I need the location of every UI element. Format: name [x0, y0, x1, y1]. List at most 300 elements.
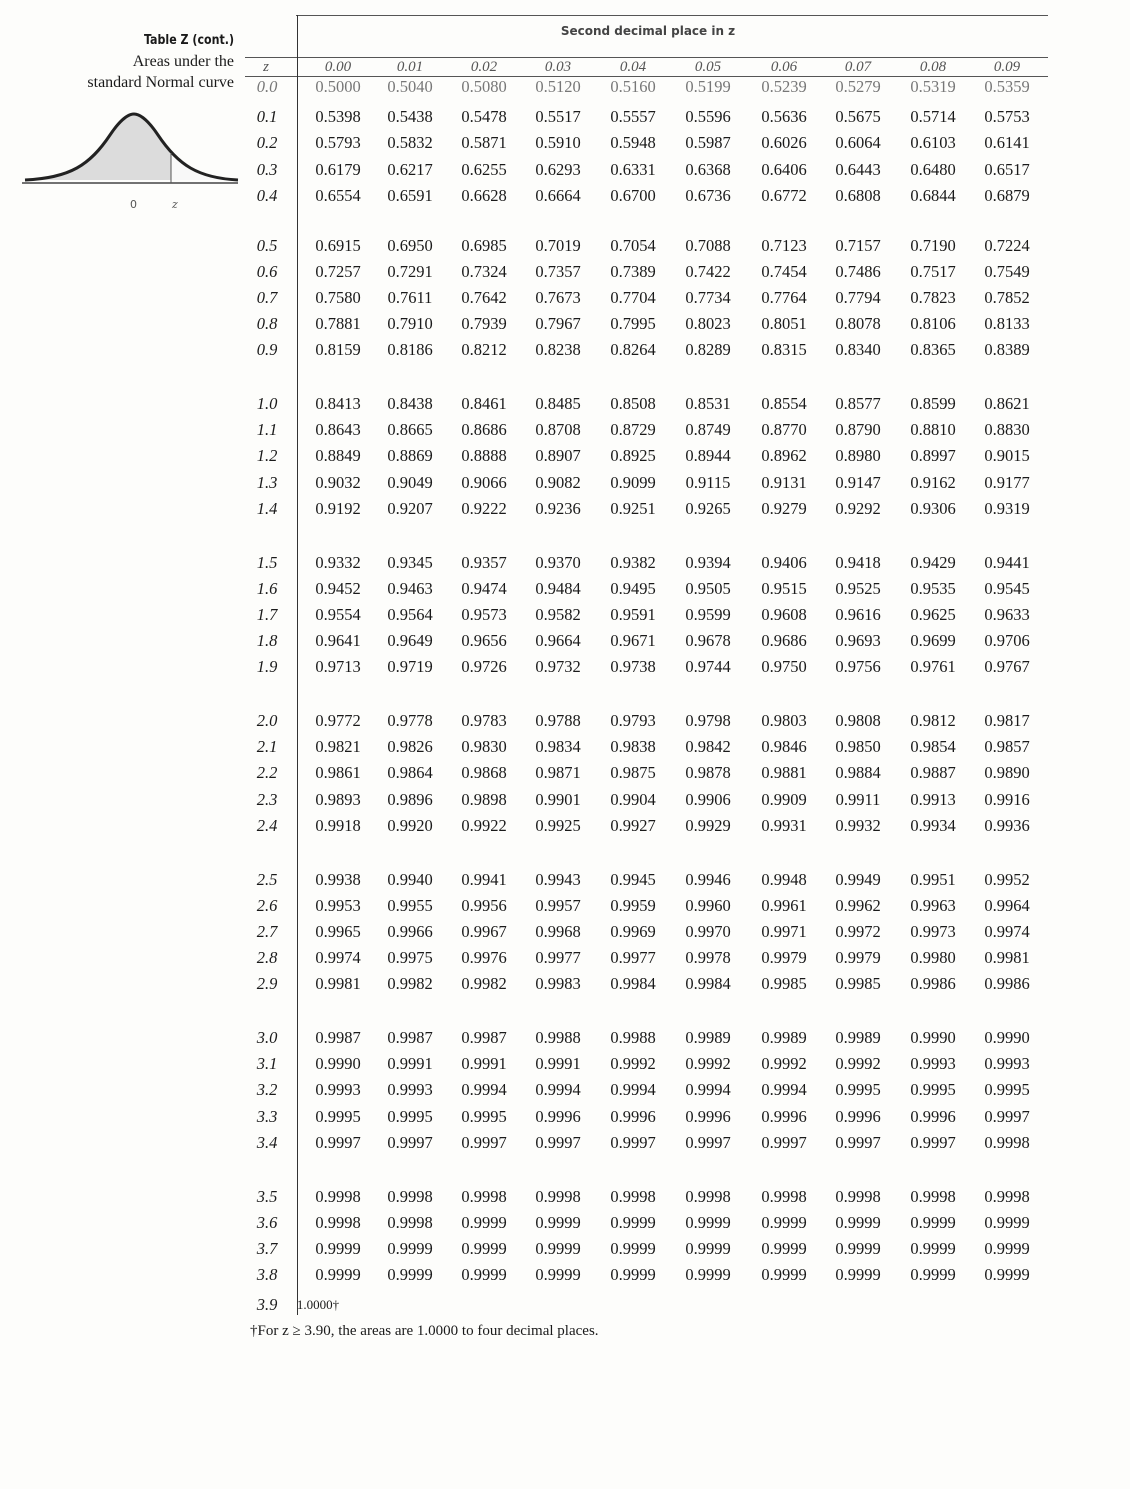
table-cell: 0.9999 — [685, 1238, 731, 1258]
z-row-label: 2.0 — [256, 711, 278, 730]
table-cell: 0.9999 — [535, 1238, 581, 1258]
table-cell: 0.6517 — [984, 159, 1030, 179]
table-cell: 0.9977 — [610, 948, 656, 968]
table-cell: 0.9990 — [984, 1028, 1030, 1047]
table-cell: 0.9846 — [761, 737, 807, 757]
table-cell: 0.9997 — [984, 1106, 1030, 1126]
table-cell: 0.8729 — [610, 420, 656, 440]
table-cell: 0.6293 — [535, 159, 581, 179]
table-cell: 0.6808 — [835, 185, 881, 205]
table-cell: 0.9418 — [835, 552, 881, 572]
table-cell: 0.9940 — [387, 869, 433, 889]
table-cell: 0.9943 — [535, 869, 581, 889]
table-cell: 0.5832 — [387, 133, 433, 153]
table-cell: 0.9573 — [461, 604, 507, 624]
table-cell: 0.8051 — [761, 314, 807, 334]
table-cell: 0.8997 — [910, 446, 956, 466]
table-cell: 0.8413 — [315, 394, 361, 413]
table-cell: 0.7224 — [984, 235, 1030, 255]
table-cell: 0.9961 — [761, 895, 807, 915]
table-cell: 0.9515 — [761, 578, 807, 598]
table-cell: 0.9934 — [910, 815, 956, 835]
table-cell: 0.9984 — [610, 974, 656, 994]
table-cell: 0.9994 — [535, 1080, 581, 1100]
table-cell: 0.9732 — [535, 657, 581, 677]
table-cell: 0.9991 — [535, 1054, 581, 1074]
column-header: 0.02 — [470, 59, 498, 75]
table-cell: 0.9999 — [610, 1238, 656, 1258]
table-cell: 0.7967 — [535, 314, 581, 334]
table-cell: 0.9756 — [835, 657, 881, 677]
z-row-label: 0.4 — [256, 185, 278, 205]
table-cell: 0.9999 — [685, 1212, 731, 1232]
normal-curve-figure — [0, 95, 240, 215]
table-cell: 1.0000† — [296, 1297, 340, 1312]
z-row-label: 0.1 — [256, 107, 278, 127]
table-cell: 0.9960 — [685, 895, 731, 915]
table-cell: 0.9452 — [315, 578, 361, 598]
table-cell: 0.9967 — [461, 921, 507, 941]
table-cell: 0.9998 — [984, 1132, 1030, 1152]
z-row-label: 2.3 — [256, 789, 278, 809]
caption-line-2: standard Normal curve — [87, 74, 234, 91]
table-cell: 0.9999 — [984, 1265, 1030, 1285]
z-row-label: 2.9 — [256, 974, 278, 994]
table-cell: 0.9999 — [461, 1265, 507, 1285]
table-cell: 0.6664 — [535, 185, 581, 205]
table-cell: 0.9049 — [387, 472, 433, 492]
table-cell: 0.9976 — [461, 948, 507, 968]
table-cell: 0.9948 — [761, 869, 807, 889]
table-cell: 0.9993 — [315, 1080, 361, 1100]
table-cell: 0.9974 — [984, 921, 1030, 941]
table-cell: 0.5478 — [461, 107, 507, 127]
z-row-label: 2.5 — [256, 869, 278, 889]
table-cell: 0.9887 — [910, 763, 956, 783]
table-cell: 0.8461 — [461, 394, 507, 413]
table-cell: 0.9441 — [984, 552, 1030, 572]
table-cell: 0.7764 — [761, 287, 807, 307]
table-cell: 0.9778 — [387, 711, 433, 730]
table-cell: 0.9625 — [910, 604, 956, 624]
table-cell: 0.9985 — [761, 974, 807, 994]
table-cell: 0.9649 — [387, 631, 433, 651]
table-cell: 0.8531 — [685, 394, 731, 413]
table-cell: 0.9938 — [315, 869, 361, 889]
table-cell: 0.5319 — [910, 77, 956, 96]
table-cell: 0.5359 — [984, 77, 1030, 96]
table-cell: 0.8365 — [910, 340, 956, 360]
table-cell: 0.9608 — [761, 604, 807, 624]
table-cell: 0.9996 — [610, 1106, 656, 1126]
table-cell: 0.7019 — [535, 235, 581, 255]
table-cell: 0.6950 — [387, 235, 433, 255]
table-cell: 0.9964 — [984, 895, 1030, 915]
table-cell: 0.8238 — [535, 340, 581, 360]
table-cell: 0.5517 — [535, 107, 581, 127]
table-cell: 0.9599 — [685, 604, 731, 624]
table-caption — [0, 30, 234, 93]
table-cell: 0.9788 — [535, 711, 581, 730]
z-row-label: 0.0 — [256, 77, 278, 96]
table-cell: 0.9999 — [984, 1212, 1030, 1232]
table-cell: 0.9996 — [535, 1106, 581, 1126]
column-header: 0.08 — [919, 59, 947, 75]
table-cell: 0.9147 — [835, 472, 881, 492]
table-cell: 0.9838 — [610, 737, 656, 757]
table-cell: 0.9995 — [835, 1080, 881, 1100]
table-cell: 0.9998 — [685, 1186, 731, 1206]
table-cell: 0.5160 — [610, 77, 656, 96]
table-cell: 0.9981 — [315, 974, 361, 994]
table-cell: 0.7324 — [461, 261, 507, 281]
table-cell: 0.9830 — [461, 737, 507, 757]
table-cell: 0.9591 — [610, 604, 656, 624]
table-cell: 0.9993 — [387, 1080, 433, 1100]
table-cell: 0.9996 — [910, 1106, 956, 1126]
table-cell: 0.9972 — [835, 921, 881, 941]
table-cell: 0.9798 — [685, 711, 731, 730]
table-cell: 0.8849 — [315, 446, 361, 466]
table-cell: 0.9995 — [315, 1106, 361, 1126]
table-cell: 0.9357 — [461, 552, 507, 572]
z-row-label: 1.7 — [256, 604, 278, 624]
z-row-label: 2.7 — [256, 921, 278, 941]
z-row-label: 0.2 — [256, 133, 278, 153]
table-cell: 0.9999 — [761, 1265, 807, 1285]
table-cell: 0.9996 — [761, 1106, 807, 1126]
table-cell: 0.8599 — [910, 394, 956, 413]
table-cell: 0.9382 — [610, 552, 656, 572]
table-cell: 0.6217 — [387, 159, 433, 179]
table-cell: 0.6406 — [761, 159, 807, 179]
table-cell: 0.7088 — [685, 235, 731, 255]
table-cell: 0.9977 — [535, 948, 581, 968]
table-cell: 0.9803 — [761, 711, 807, 730]
table-cell: 0.9554 — [315, 604, 361, 624]
table-cell: 0.9868 — [461, 763, 507, 783]
table-cell: 0.9998 — [461, 1186, 507, 1206]
table-cell: 0.9998 — [315, 1212, 361, 1232]
z-row-label: 2.2 — [256, 763, 278, 783]
z-row-label: 1.6 — [256, 578, 278, 598]
table-cell: 0.6368 — [685, 159, 731, 179]
column-header: 0.06 — [770, 59, 798, 75]
table-cell: 0.8289 — [685, 340, 731, 360]
table-cell: 0.8907 — [535, 446, 581, 466]
table-cell: 0.9484 — [535, 578, 581, 598]
table-cell: 0.9082 — [535, 472, 581, 492]
table-cell: 0.9750 — [761, 657, 807, 677]
table-cell: 0.6844 — [910, 185, 956, 205]
table-cell: 0.7611 — [387, 287, 433, 307]
table-cell: 0.9984 — [685, 974, 731, 994]
table-cell: 0.7823 — [910, 287, 956, 307]
table-cell: 0.9997 — [761, 1132, 807, 1152]
table-cell: 0.9997 — [685, 1132, 731, 1152]
table-cell: 0.8106 — [910, 314, 956, 334]
table-cell: 0.9922 — [461, 815, 507, 835]
table-cell: 0.9706 — [984, 631, 1030, 651]
table-cell: 0.9370 — [535, 552, 581, 572]
table-cell: 0.9236 — [535, 498, 581, 518]
column-header: 0.00 — [324, 59, 352, 75]
table-cell: 0.9997 — [387, 1132, 433, 1152]
table-cell: 0.9713 — [315, 657, 361, 677]
table-cell: 0.5675 — [835, 107, 881, 127]
table-cell: 0.9918 — [315, 815, 361, 835]
z-row-label: 3.4 — [256, 1132, 278, 1152]
table-cell: 0.6985 — [461, 235, 507, 255]
table-cell: 0.9997 — [910, 1132, 956, 1152]
table-cell: 0.9616 — [835, 604, 881, 624]
z-row-label: 2.1 — [256, 737, 278, 757]
table-cell: 0.7517 — [910, 261, 956, 281]
table-cell: 0.9131 — [761, 472, 807, 492]
table-cell: 0.9945 — [610, 869, 656, 889]
table-cell: 0.5199 — [685, 77, 731, 96]
table-cell: 0.9990 — [315, 1054, 361, 1074]
table-cell: 0.8212 — [461, 340, 507, 360]
header-top-rule — [245, 57, 1048, 58]
table-cell: 0.7881 — [315, 314, 361, 334]
table-cell: 0.9992 — [761, 1054, 807, 1074]
table-cell: 0.9726 — [461, 657, 507, 677]
table-cell: 0.9998 — [984, 1186, 1030, 1206]
z-row-label: 3.0 — [256, 1028, 278, 1047]
table-cell: 0.7704 — [610, 287, 656, 307]
table-cell: 0.9979 — [761, 948, 807, 968]
table-cell: 0.9998 — [535, 1186, 581, 1206]
table-cell: 0.7454 — [761, 261, 807, 281]
table-cell: 0.8133 — [984, 314, 1030, 334]
table-cell: 0.9099 — [610, 472, 656, 492]
table-cell: 0.9998 — [835, 1186, 881, 1206]
table-cell: 0.9066 — [461, 472, 507, 492]
table-cell: 0.8830 — [984, 420, 1030, 440]
z-row-label: 1.4 — [256, 498, 278, 518]
table-cell: 0.9265 — [685, 498, 731, 518]
table-cell: 0.9968 — [535, 921, 581, 941]
table-cell: 0.9999 — [610, 1265, 656, 1285]
table-cell: 0.9693 — [835, 631, 881, 651]
table-cell: 0.9991 — [461, 1054, 507, 1074]
table-cell: 0.5714 — [910, 107, 956, 127]
table-cell: 0.9970 — [685, 921, 731, 941]
table-cell: 0.9973 — [910, 921, 956, 941]
table-cell: 0.7123 — [761, 235, 807, 255]
z-row-label: 0.6 — [256, 261, 278, 281]
table-cell: 0.9999 — [984, 1238, 1030, 1258]
z-row-label: 1.9 — [256, 657, 278, 677]
table-cell: 0.8438 — [387, 394, 433, 413]
table-cell: 0.9664 — [535, 631, 581, 651]
table-cell: 0.5398 — [315, 107, 361, 127]
table-cell: 0.9222 — [461, 498, 507, 518]
table-cell: 0.6736 — [685, 185, 731, 205]
table-cell: 0.9992 — [685, 1054, 731, 1074]
table-cell: 0.7852 — [984, 287, 1030, 307]
table-cell: 0.9988 — [535, 1028, 581, 1047]
z-row-label: 1.5 — [256, 552, 278, 572]
table-cell: 0.9994 — [761, 1080, 807, 1100]
table-cell: 0.6700 — [610, 185, 656, 205]
table-cell: 0.9633 — [984, 604, 1030, 624]
table-cell: 0.9678 — [685, 631, 731, 651]
table-cell: 0.7257 — [315, 261, 361, 281]
table-cell: 0.7486 — [835, 261, 881, 281]
table-cell: 0.9207 — [387, 498, 433, 518]
table-cell: 0.9332 — [315, 552, 361, 572]
table-cell: 0.9979 — [835, 948, 881, 968]
table-cell: 0.8315 — [761, 340, 807, 360]
table-cell: 0.8686 — [461, 420, 507, 440]
table-cell: 0.9812 — [910, 711, 956, 730]
table-cell: 0.9744 — [685, 657, 731, 677]
table-cell: 0.7357 — [535, 261, 581, 281]
table-cell: 0.9032 — [315, 472, 361, 492]
table-cell: 0.9871 — [535, 763, 581, 783]
table-cell: 0.9564 — [387, 604, 433, 624]
table-cell: 0.9990 — [910, 1028, 956, 1047]
table-cell: 0.9986 — [984, 974, 1030, 994]
table-cell: 0.9808 — [835, 711, 881, 730]
table-cell: 0.9394 — [685, 552, 731, 572]
column-header: 0.07 — [844, 59, 872, 75]
table-cell: 0.9998 — [610, 1186, 656, 1206]
z-row-label: 1.0 — [256, 394, 278, 413]
table-cell: 0.9999 — [535, 1212, 581, 1232]
caption-line-1: Areas under the — [132, 53, 234, 70]
table-cell: 0.7157 — [835, 235, 881, 255]
table-cell: 0.9989 — [835, 1028, 881, 1047]
table-cell: 0.7580 — [315, 287, 361, 307]
table-cell: 0.9999 — [610, 1212, 656, 1232]
table-cell: 0.9985 — [835, 974, 881, 994]
table-cell: 0.9641 — [315, 631, 361, 651]
table-cell: 0.9925 — [535, 815, 581, 835]
table-cell: 0.7291 — [387, 261, 433, 281]
z-row-label: 3.2 — [256, 1080, 278, 1100]
table-cell: 0.9854 — [910, 737, 956, 757]
table-cell: 0.5793 — [315, 133, 361, 153]
column-spanner: Second decimal place in z — [560, 24, 736, 38]
table-cell: 0.5557 — [610, 107, 656, 127]
z-row-label: 1.3 — [256, 472, 278, 492]
table-cell: 0.9904 — [610, 789, 656, 809]
z-row-label: 3.6 — [256, 1212, 278, 1232]
table-cell: 0.9909 — [761, 789, 807, 809]
table-cell: 0.5279 — [835, 77, 881, 96]
table-cell: 0.9671 — [610, 631, 656, 651]
z-row-label: 3.5 — [256, 1186, 278, 1206]
table-cell: 0.9959 — [610, 895, 656, 915]
table-cell: 0.9767 — [984, 657, 1030, 677]
table-cell: 0.8264 — [610, 340, 656, 360]
table-cell: 0.8962 — [761, 446, 807, 466]
table-cell: 0.9953 — [315, 895, 361, 915]
table-cell: 0.8078 — [835, 314, 881, 334]
z-row-label: 3.3 — [256, 1106, 278, 1126]
table-cell: 0.9761 — [910, 657, 956, 677]
column-header: 0.04 — [619, 59, 647, 75]
table-cell: 0.8790 — [835, 420, 881, 440]
table-cell: 0.8186 — [387, 340, 433, 360]
table-cell: 0.9999 — [761, 1212, 807, 1232]
table-cell: 0.9997 — [610, 1132, 656, 1152]
table-cell: 0.8643 — [315, 420, 361, 440]
table-cell: 0.9987 — [315, 1028, 361, 1047]
table-cell: 0.9993 — [984, 1054, 1030, 1074]
table-title: Table Z (cont.) — [143, 33, 234, 48]
table-cell: 0.9966 — [387, 921, 433, 941]
table-cell: 0.7910 — [387, 314, 433, 334]
table-cell: 0.9162 — [910, 472, 956, 492]
table-cell: 0.8980 — [835, 446, 881, 466]
table-cell: 0.9884 — [835, 763, 881, 783]
table-cell: 0.9995 — [984, 1080, 1030, 1100]
table-cell: 0.9998 — [315, 1186, 361, 1206]
table-cell: 0.9993 — [910, 1054, 956, 1074]
table-cell: 0.9932 — [835, 815, 881, 835]
table-cell: 0.7734 — [685, 287, 731, 307]
z-row-label: 3.8 — [256, 1265, 278, 1285]
table-cell: 0.8508 — [610, 394, 656, 413]
table-cell: 0.9955 — [387, 895, 433, 915]
table-cell: 0.9893 — [315, 789, 361, 809]
table-cell: 0.7054 — [610, 235, 656, 255]
table-cell: 0.9999 — [685, 1265, 731, 1285]
table-cell: 0.9545 — [984, 578, 1030, 598]
table-cell: 0.8159 — [315, 340, 361, 360]
table-cell: 0.9963 — [910, 895, 956, 915]
table-cell: 0.9783 — [461, 711, 507, 730]
table-cell: 0.9997 — [315, 1132, 361, 1152]
table-cell: 0.9988 — [610, 1028, 656, 1047]
z-column-rule — [297, 15, 298, 1315]
z-row-label: 0.9 — [256, 340, 278, 360]
table-cell: 0.6591 — [387, 185, 433, 205]
table-cell: 0.6103 — [910, 133, 956, 153]
table-cell: 0.5910 — [535, 133, 581, 153]
table-cell: 0.9699 — [910, 631, 956, 651]
z-header: z — [263, 59, 269, 75]
table-cell: 0.6064 — [835, 133, 881, 153]
z-row-label: 2.8 — [256, 948, 278, 968]
table-cell: 0.9429 — [910, 552, 956, 572]
z-row-label: 2.6 — [256, 895, 278, 915]
table-cell: 0.9850 — [835, 737, 881, 757]
table-cell: 0.9997 — [835, 1132, 881, 1152]
z-row-label: 3.7 — [256, 1238, 278, 1258]
table-cell: 0.9821 — [315, 737, 361, 757]
table-cell: 0.9998 — [761, 1186, 807, 1206]
table-cell: 0.9345 — [387, 552, 433, 572]
table-cell: 0.9992 — [610, 1054, 656, 1074]
table-cell: 0.9982 — [461, 974, 507, 994]
table-cell: 0.7389 — [610, 261, 656, 281]
table-cell: 0.9997 — [461, 1132, 507, 1152]
table-cell: 0.9861 — [315, 763, 361, 783]
table-cell: 0.9999 — [387, 1265, 433, 1285]
table-cell: 0.6628 — [461, 185, 507, 205]
table-cell: 0.7549 — [984, 261, 1030, 281]
table-cell: 0.5596 — [685, 107, 731, 127]
table-cell: 0.9936 — [984, 815, 1030, 835]
table-cell: 0.9920 — [387, 815, 433, 835]
table-cell: 0.5948 — [610, 133, 656, 153]
table-cell: 0.9826 — [387, 737, 433, 757]
